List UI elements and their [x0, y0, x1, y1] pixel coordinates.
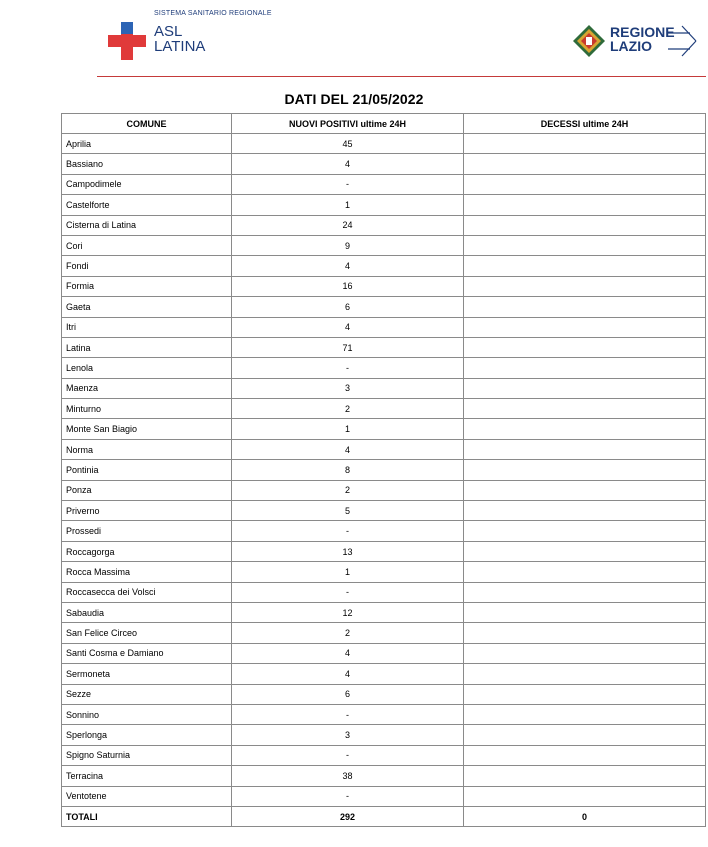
- table-header-row: [62, 114, 706, 134]
- cell-positivi: -: [232, 174, 464, 194]
- cell-comune: Roccasecca dei Volsci: [62, 582, 232, 602]
- cell-decessi: [464, 602, 706, 622]
- cell-comune: Cori: [62, 235, 232, 255]
- cell-comune: Campodimele: [62, 174, 232, 194]
- cell-comune: Sezze: [62, 684, 232, 704]
- table-row: [62, 786, 706, 806]
- cell-decessi: [464, 562, 706, 582]
- table-row: [62, 664, 706, 684]
- table-row: [62, 317, 706, 337]
- cell-decessi: [464, 541, 706, 561]
- cell-comune: Cisterna di Latina: [62, 215, 232, 235]
- cell-positivi: 1: [232, 195, 464, 215]
- table-row: [62, 215, 706, 235]
- cell-decessi: [464, 480, 706, 500]
- cell-positivi: 4: [232, 154, 464, 174]
- cell-comune: Monte San Biagio: [62, 419, 232, 439]
- cell-comune: Fondi: [62, 256, 232, 276]
- column-header-positivi: NUOVI POSITIVI ultime 24H: [232, 114, 464, 134]
- asl-subtitle: SISTEMA SANITARIO REGIONALE: [154, 10, 272, 17]
- cell-decessi: [464, 276, 706, 296]
- cell-comune: Sperlonga: [62, 725, 232, 745]
- cell-comune: Pontinia: [62, 460, 232, 480]
- column-header-decessi: DECESSI ultime 24H: [464, 114, 706, 134]
- cell-positivi: 13: [232, 541, 464, 561]
- asl-name-line1: ASL: [154, 23, 183, 40]
- cell-positivi: 4: [232, 643, 464, 663]
- cell-decessi: [464, 664, 706, 684]
- table-row: [62, 704, 706, 724]
- table-row: [62, 480, 706, 500]
- cell-comune: Maenza: [62, 378, 232, 398]
- cell-positivi: 12: [232, 602, 464, 622]
- table-row: [62, 602, 706, 622]
- cell-comune: Aprilia: [62, 134, 232, 154]
- table-header: [62, 114, 706, 134]
- table-row: [62, 460, 706, 480]
- cell-positivi: 3: [232, 378, 464, 398]
- cell-decessi: [464, 256, 706, 276]
- cell-positivi: 45: [232, 134, 464, 154]
- table-row: [62, 195, 706, 215]
- table-row: [62, 256, 706, 276]
- cell-positivi: -: [232, 786, 464, 806]
- cell-positivi: 9: [232, 235, 464, 255]
- cell-decessi: [464, 134, 706, 154]
- cell-decessi: [464, 643, 706, 663]
- table-row: [62, 154, 706, 174]
- cell-positivi: 3: [232, 725, 464, 745]
- cell-comune: Ventotene: [62, 786, 232, 806]
- table-row: [62, 684, 706, 704]
- cell-positivi: 8: [232, 460, 464, 480]
- cell-decessi: [464, 684, 706, 704]
- table-row: [62, 419, 706, 439]
- cell-positivi: -: [232, 521, 464, 541]
- cell-positivi: 38: [232, 766, 464, 786]
- table-row: [62, 541, 706, 561]
- cell-decessi: [464, 439, 706, 459]
- table-row: [62, 235, 706, 255]
- column-header-comune: COMUNE: [62, 114, 232, 134]
- cell-decessi: [464, 623, 706, 643]
- cell-comune: Norma: [62, 439, 232, 459]
- cell-decessi: [464, 174, 706, 194]
- regione-line2: LAZIO: [610, 38, 652, 54]
- table-row: [62, 623, 706, 643]
- cell-positivi: -: [232, 704, 464, 724]
- totals-label: TOTALI: [62, 806, 232, 826]
- cell-comune: Bassiano: [62, 154, 232, 174]
- cell-comune: Sonnino: [62, 704, 232, 724]
- table-row: [62, 358, 706, 378]
- table-row: [62, 562, 706, 582]
- cell-comune: Formia: [62, 276, 232, 296]
- header-divider: [97, 76, 706, 77]
- cell-positivi: 1: [232, 562, 464, 582]
- table-row: [62, 766, 706, 786]
- cell-decessi: [464, 195, 706, 215]
- cell-comune: Priverno: [62, 501, 232, 521]
- cell-comune: Roccagorga: [62, 541, 232, 561]
- table-row: [62, 521, 706, 541]
- cell-comune: Prossedi: [62, 521, 232, 541]
- regione-lazio-name: [610, 25, 675, 53]
- lazio-emblem-icon: [572, 24, 606, 58]
- cell-decessi: [464, 419, 706, 439]
- cell-positivi: 4: [232, 664, 464, 684]
- cell-positivi: 71: [232, 337, 464, 357]
- cell-decessi: [464, 501, 706, 521]
- cell-decessi: [464, 337, 706, 357]
- regione-line1: REGIONE: [610, 24, 675, 40]
- cell-decessi: [464, 521, 706, 541]
- cell-positivi: 4: [232, 256, 464, 276]
- table-row: [62, 297, 706, 317]
- lazio-lines-icon: [668, 24, 698, 58]
- cell-positivi: 24: [232, 215, 464, 235]
- table-row: [62, 276, 706, 296]
- cell-decessi: [464, 460, 706, 480]
- cell-positivi: 2: [232, 399, 464, 419]
- red-cross-icon: [108, 22, 146, 60]
- page-header: [0, 0, 708, 80]
- table-row: [62, 439, 706, 459]
- cell-positivi: 5: [232, 501, 464, 521]
- cell-decessi: [464, 297, 706, 317]
- cell-positivi: -: [232, 358, 464, 378]
- cell-comune: Spigno Saturnia: [62, 745, 232, 765]
- cell-comune: Santi Cosma e Damiano: [62, 643, 232, 663]
- cell-comune: Sermoneta: [62, 664, 232, 684]
- cell-decessi: [464, 215, 706, 235]
- cell-positivi: 4: [232, 439, 464, 459]
- asl-name: [154, 24, 205, 54]
- table-row: [62, 337, 706, 357]
- cell-decessi: [464, 235, 706, 255]
- cell-positivi: 16: [232, 276, 464, 296]
- cell-comune: Rocca Massima: [62, 562, 232, 582]
- table-row: [62, 643, 706, 663]
- cell-comune: Itri: [62, 317, 232, 337]
- totals-decessi: 0: [464, 806, 706, 826]
- cell-comune: San Felice Circeo: [62, 623, 232, 643]
- cell-comune: Sabaudia: [62, 602, 232, 622]
- asl-latina-logo: [108, 6, 308, 66]
- cell-decessi: [464, 786, 706, 806]
- cell-decessi: [464, 766, 706, 786]
- cell-decessi: [464, 582, 706, 602]
- regione-lazio-logo: [572, 22, 702, 62]
- cell-positivi: 1: [232, 419, 464, 439]
- table-row: [62, 134, 706, 154]
- cell-positivi: 6: [232, 297, 464, 317]
- table-body: [62, 134, 706, 827]
- table-row: [62, 582, 706, 602]
- cell-decessi: [464, 399, 706, 419]
- table-row: [62, 745, 706, 765]
- asl-name-line2: LATINA: [154, 38, 206, 55]
- page-title: DATI DEL 21/05/2022: [284, 91, 424, 107]
- table-row: [62, 501, 706, 521]
- cell-decessi: [464, 745, 706, 765]
- cell-decessi: [464, 317, 706, 337]
- cell-positivi: -: [232, 745, 464, 765]
- cell-positivi: 6: [232, 684, 464, 704]
- cell-comune: Terracina: [62, 766, 232, 786]
- cell-decessi: [464, 358, 706, 378]
- cell-comune: Castelforte: [62, 195, 232, 215]
- cell-decessi: [464, 725, 706, 745]
- cell-comune: Ponza: [62, 480, 232, 500]
- data-table: [61, 113, 706, 827]
- table-row: [62, 378, 706, 398]
- cell-comune: Minturno: [62, 399, 232, 419]
- cell-decessi: [464, 154, 706, 174]
- cell-comune: Lenola: [62, 358, 232, 378]
- cell-decessi: [464, 378, 706, 398]
- table-row: [62, 174, 706, 194]
- cell-comune: Latina: [62, 337, 232, 357]
- totals-row: [62, 806, 706, 826]
- table-row: [62, 399, 706, 419]
- cell-positivi: -: [232, 582, 464, 602]
- totals-positivi: 292: [232, 806, 464, 826]
- table-row: [62, 725, 706, 745]
- cell-positivi: 4: [232, 317, 464, 337]
- cell-decessi: [464, 704, 706, 724]
- cell-positivi: 2: [232, 480, 464, 500]
- cell-positivi: 2: [232, 623, 464, 643]
- cell-comune: Gaeta: [62, 297, 232, 317]
